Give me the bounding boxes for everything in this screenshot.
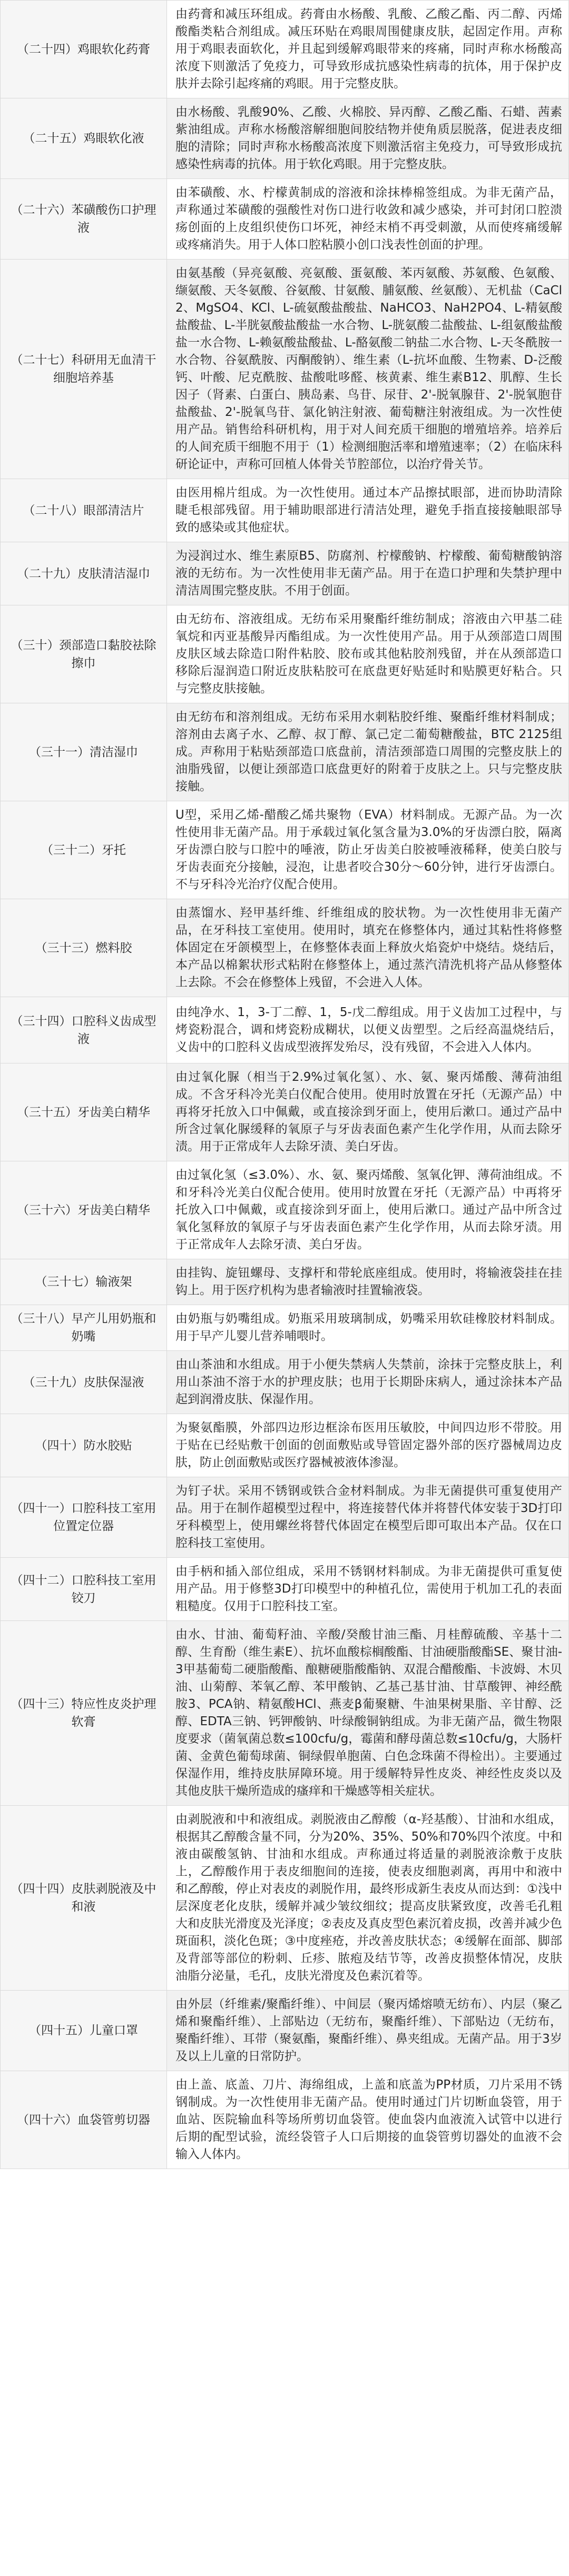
row-description: 由上盖、底盖、刀片、海绵组成，上盖和底盖为PP材质，刀片采用不锈钢制成。为一次性使用非无菌产品。使用时通过门片切断血袋管，用于血站、医院输血科等场所剪切血袋管。使血袋内血液流入试管中以进行后期的配型试验，流经袋管子人口后期接的血袋管剪切器处的血液不会输入人体内。 [167, 2071, 569, 2169]
row-description: 由挂钩、旋钮螺母、支撑杆和带轮底座组成。使用时，将输液袋挂在挂钩上。用于医疗机构为患者输液时挂置输液袋。 [167, 1259, 569, 1305]
row-label: （二十八）眼部清洁片 [1, 479, 167, 542]
row-description: 为钉子状。采用不锈钢或铁合金材料制成。为非无菌提供可重复使用产品。用于在制作超模型过程中，将连接替代体并将替代体安装于3D打印牙科模型上，使用螺丝将替代体固定在模型后即可取出本产品。仅在口腔科技工室使用。 [167, 1477, 569, 1558]
row-label: （三十六）牙齿美白精华 [1, 1161, 167, 1259]
table-row [1, 703, 569, 801]
row-label: （三十七）输液架 [1, 1259, 167, 1305]
table-row [1, 1558, 569, 1621]
table-row [1, 997, 569, 1063]
row-label: （三十九）皮肤保湿液 [1, 1351, 167, 1414]
row-label: （四十三）特应性皮炎护理软膏 [1, 1621, 167, 1806]
row-description: 为聚氨酯膜，外部四边形边框涂布医用压敏胶，中间四边形不带胶。用于贴在已经贴敷干创面的创面敷贴或导管固定器外部的医疗器械周边皮肤，防止创面敷贴或医疗器械被液体渗湿。 [167, 1414, 569, 1477]
row-description: 由山茶油和水组成。用于小便失禁病人失禁前，涂抹于完整皮肤上，利用山茶油不溶于水的护理皮肤；也用于长期卧床病人，通过涂抹本产品起到润滑皮肤、保湿作用。 [167, 1351, 569, 1414]
table-row [1, 1305, 569, 1351]
row-description: 为浸润过水、维生素原B5、防腐剂、柠檬酸钠、柠檬酸、葡萄糖酸钠溶液的无纺布。为一次性使用非无菌产品。用于在造口护理和失禁护理中清洁周围完整皮肤。不用于创面。 [167, 542, 569, 605]
row-description: 由外层（纤维素/聚酯纤维）、中间层（聚丙烯熔喷无纺布）、内层（聚乙烯和聚酯纤维）、上部贴边（无纺布，聚酯纤维）、下部贴边（无纺布，聚酯纤维）、耳带（聚氨酯，聚酯纤维）、鼻夹组成。无菌产品。用于3岁及以上儿童的日常防护。 [167, 1991, 569, 2071]
table-row [1, 899, 569, 997]
row-description: 由奶瓶与奶嘴组成。奶瓶采用玻璃制成，奶嘴采用软硅橡胶材料制成。用于早产儿婴儿营养哺喂时。 [167, 1305, 569, 1351]
row-label: （二十九）皮肤清洁湿巾 [1, 542, 167, 605]
row-description: 由手柄和插入部位组成，采用不锈钢材料制成。为非无菌提供可重复使用产品。用于修整3D打印模型中的种植孔位，需使用于机加工孔的表面粗糙度。仅用于口腔科技工室。 [167, 1558, 569, 1621]
row-label: （二十四）鸡眼软化药膏 [1, 1, 167, 98]
row-description: 由纯净水、1，3-丁二醇、1，5-戊二醇组成。用于义齿加工过程中，与烤瓷粉混合，调和烤瓷粉成糊状，以便义齿塑型。之后经高温烧结后，义齿中的口腔科义齿成型液挥发殆尽，没有残留，不会进入人体内。 [167, 997, 569, 1063]
row-description: 由无纺布和溶剂组成。无纺布采用水刺粘胶纤维、聚酯纤维材料制成；溶剂由去离子水、乙醇、叔丁醇、氯己定二葡萄糖酸盐，BTC 2125组成。声称用于粘贴颈部造口底盘前，清洁颈部造口周围的完整皮肤上的油脂残留，以便让颈部造口底盘更好的附着于皮肤之上。只与完整皮肤接触。 [167, 703, 569, 801]
table-row [1, 605, 569, 703]
table-row [1, 2071, 569, 2169]
row-label: （三十八）早产儿用奶瓶和奶嘴 [1, 1305, 167, 1351]
row-label: （四十五）儿童口罩 [1, 1991, 167, 2071]
row-label: （四十六）血袋管剪切器 [1, 2071, 167, 2169]
row-description: 由氨基酸（异亮氨酸、亮氨酸、蛋氨酸、苯丙氨酸、苏氨酸、色氨酸、缬氨酸、天冬氨酸、谷氨酸、甘氨酸、脯氨酸、丝氨酸）、无机盐（CaCl2、MgSO4、KCl、L-硫氨酸盐酸盐、NaHCO3、NaH2PO4、L-精氨酸盐酸盐、L-半胱氨酸盐酸盐一水合物、L-胱氨酸二盐酸盐、L-组氨酸盐酸盐一水合物、L-赖氨酸盐酸盐、L-酪氨酸二钠盐二水合物、L-天冬酰胺一水合物、谷氨酰胺、丙酮酸钠）、维生素（L-抗坏血酸、生物素、D-泛酸钙、叶酸、尼克酰胺、盐酸吡哆醛、核黄素、维生素B12、肌醇、生长因子（肾素、白蛋白、胰岛素、鸟苷、尿苷、2'-脱氧腺苷、2'-脱氧胞苷盐酸盐、2'-脱氧鸟苷、氯化钠注射液、葡萄糖注射液组成。为一次性使用产品。销售给科研机构，用于对人间充质干细胞的增殖培养。培养后的人间充质干细胞不用于（1）检测细胞活率和增殖速率；（2）在临床科研论证中，声称可回植人体骨关节腔部位，以治疗骨关节。 [167, 260, 569, 479]
row-label: （三十五）牙齿美白精华 [1, 1063, 167, 1161]
table-row [1, 1621, 569, 1806]
table-row [1, 260, 569, 479]
table-row [1, 1259, 569, 1305]
row-description: 由药膏和减压环组成。药膏由水杨酸、乳酸、乙酸乙酯、丙二醇、丙烯酸酯类粘合剂组成。减压环贴在鸡眼周围健康皮肤，起固定作用。声称用于鸡眼表面软化，并且起到缓解鸡眼带来的疼痛，同时声称水杨酸高浓度下则激活了免疫力，可导致形成抗感染性病毒的抗体，用于保护皮肤并去除引起疼痛的鸡眼。用于完整皮肤。 [167, 1, 569, 98]
table-row [1, 1161, 569, 1259]
table-row [1, 1477, 569, 1558]
table-row [1, 542, 569, 605]
table-row [1, 1806, 569, 1991]
row-label: （二十七）科研用无血清干细胞培养基 [1, 260, 167, 479]
row-description: 由过氧化氢（≤3.0%）、水、氨、聚丙烯酸、氢氧化钾、薄荷油组成。不和牙科冷光美白仪配合使用。使用时放置在牙托（无源产品）中再将牙托放入口中佩戴，或直接涂到牙面上，使用后漱口。通过产品中所含过氧化氢释放的氧原子与牙齿表面色素产生化学作用，从而去除牙渍。用于正常成年人去除牙渍、美白牙齿。 [167, 1161, 569, 1259]
row-description: 由无纺布、溶液组成。无纺布采用聚酯纤维纺制成；溶液由六甲基二硅氧烷和丙亚基酸异丙酯组成。为一次性使用产品。用于从颈部造口周围皮肤区域去除造口附件粘胶、胶布或其他粘胶剂残留，并在从颈部造口移除后湿润造口附近皮肤粘胶可在底盘更好贴延时和贴膜更好粘合。只与完整皮肤接触。 [167, 605, 569, 703]
row-description: 由苯磺酸、水、柠檬黄制成的溶液和涂抹棒棉签组成。为非无菌产品，声称通过苯磺酸的强酸性对伤口进行收敛和减少感染，并可封闭口腔溃疡创面的上皮组织使伤口坏死，神经末梢不再受刺激，从而使疼痛缓解或疼痛消失。用于人体口腔粘膜小创口浅表性创面的护理。 [167, 179, 569, 260]
row-description: 由剥脱液和中和液组成。剥脱液由乙醇酸（α-羟基酸）、甘油和水组成，根据其乙醇酸含量不同，分为20%、35%、50%和70%四个浓度。中和液由碳酸氢钠、甘油和水组成。声称通过将适量的剥脱液涂敷于皮肤上，乙醇酸作用于表皮细胞间的连接，使表皮细胞剥离，再用中和液中和乙醇酸，停止对表皮的剥脱作用，最终形成新生表皮从而达到：①浅中层深度老化皮肤，缓解并减少皱纹细纹；提高皮肤紧致度，改善毛孔粗大和皮肤光滑度及光泽度；②表皮及真皮型色素沉着皮损，改善并减少色斑面积，淡化色斑；③中度痤疮，并改善皮肤状态；④缓解在面部、脚部及背部等部位的粉刺、丘疹、脓疱及结节等，改善皮损整体情况，皮肤油脂分泌量，毛孔，皮肤光滑度及色素沉着等。 [167, 1806, 569, 1991]
row-label: （三十一）清洁湿巾 [1, 703, 167, 801]
table-row [1, 179, 569, 260]
row-description: 由水杨酸、乳酸90%、乙酸、火棉胶、异丙醇、乙酸乙酯、石蜡、茜素紫油组成。声称水杨酸溶解细胞间胶结物并使角质层脱落，促进表皮细胞的清除；同时声称水杨酸高浓度下则激活宿主免疫力，可导致形成抗感染性病毒的抗体。用于软化鸡眼。用于完整皮肤。 [167, 98, 569, 179]
row-label: （三十二）牙托 [1, 801, 167, 899]
row-description: U型，采用乙烯-醋酸乙烯共聚物（EVA）材料制成。无源产品。为一次性使用非无菌产品。用于承载过氧化氢含量为3.0%的牙齿漂白胶，隔离牙齿漂白胶与口腔中的唾液，防止牙齿美白胶被唾液稀释，使美白胶与牙齿表面充分接触，浸泡，让患者咬合30分～60分钟，进行牙齿漂白。不与牙科冷光治疗仪配合使用。 [167, 801, 569, 899]
table-row [1, 1991, 569, 2071]
row-label: （二十五）鸡眼软化液 [1, 98, 167, 179]
table-row [1, 1063, 569, 1161]
row-label: （三十三）燃料胶 [1, 899, 167, 997]
table-row [1, 479, 569, 542]
row-label: （二十六）苯磺酸伤口护理液 [1, 179, 167, 260]
row-label: （四十一）口腔科技工室用位置定位器 [1, 1477, 167, 1558]
row-description: 由过氧化脲（相当于2.9%过氧化氢）、水、氨、聚丙烯酸、薄荷油组成。不含牙科冷光美白仪配合使用。使用时放置在牙托（无源产品）中再将牙托放入口中佩戴，或直接涂到牙面上，使用后漱口。通过产品中所含过氧化脲缓释的氧原子与牙齿表面色素产生化学作用，从而去除牙渍。用于正常成年人去除牙渍、美白牙齿。 [167, 1063, 569, 1161]
row-label: （三十）颈部造口黏胶祛除擦巾 [1, 605, 167, 703]
table-row [1, 1351, 569, 1414]
row-label: （三十四）口腔科义齿成型液 [1, 997, 167, 1063]
row-description: 由医用棉片组成。为一次性使用。通过本产品擦拭眼部，进而协助清除睫毛根部残留。用于辅助眼部进行清洁处理，避免手指直接接触眼部导致的感染或其他症状。 [167, 479, 569, 542]
row-description: 由水、甘油、葡萄籽油、辛酸/癸酸甘油三酯、月桂醇硫酸、辛基十二醇、生育酚（维生素E）、抗坏血酸棕榈酸酯、甘油硬脂酸酯SE、聚甘油-3甲基葡萄二硬脂酸酯、酿糖硬脂酸酯钠、双混合醋酸酯、卡波姆、木贝油、山菊醇、苯氧乙醇、苯甲酸钠、乙基己基甘油、甘草酸钾、神经酰胺3、PCA钠、精氨酸HCl、燕麦β葡聚糖、牛油果树果脂、辛甘醇、泛醇、EDTA三钠、钙钾酸钠、叶绿酸铜钠组成。为非无菌产品，微生物限度要求（菌氧菌总数≤100cfu/g，霉菌和酵母菌总数≤10cfu/g，大肠杆菌、金黄色葡萄球菌、铜绿假单胞菌、白色念珠菌不得检出）。主要通过保湿作用，维持皮肤屏障环境。用于缓解特异性皮炎、神经性皮炎以及其他皮肤干燥所造成的瘙痒和干燥感等相关症状。 [167, 1621, 569, 1806]
table-row [1, 98, 569, 179]
row-label: （四十二）口腔科技工室用铰刀 [1, 1558, 167, 1621]
row-label: （四十四）皮肤剥脱液及中和液 [1, 1806, 167, 1991]
row-description: 由蒸馏水、羟甲基纤维、纤维组成的胶状物。为一次性使用非无菌产品，在牙科技工室使用。使用时，填充在修整体内，通过其粘性将修整体固定在牙颌模型上，在修整体表面上释放火焰瓷炉中烧结。烧结后，本产品以棉絮状形式粘附在修整体上，通过蒸汽清洗机将产品从修整体上去除。不会在修整体上残留，不会进入人体。 [167, 899, 569, 997]
table-row [1, 801, 569, 899]
table-row [1, 1414, 569, 1477]
row-label: （四十）防水胶贴 [1, 1414, 167, 1477]
table-row [1, 1, 569, 98]
